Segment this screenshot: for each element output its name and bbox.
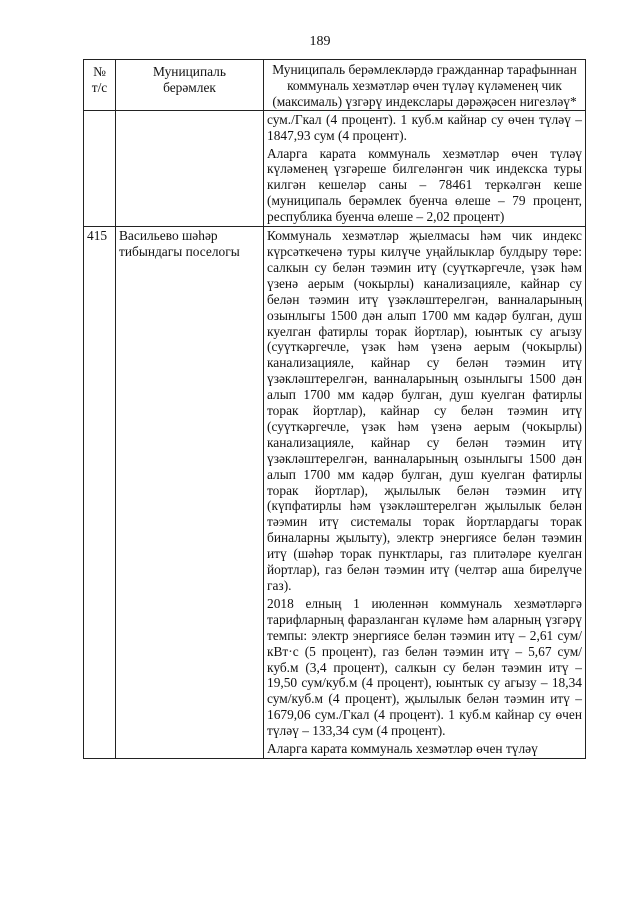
cell-municipality: Васильево шәһәр тибындагы поселогы	[116, 227, 264, 759]
table-row	[84, 227, 586, 759]
cell-number-empty	[84, 110, 116, 226]
page-number: 189	[309, 34, 331, 49]
table-row	[84, 110, 586, 226]
tariff-table	[83, 59, 586, 759]
header-number: № т/с	[84, 60, 116, 111]
paragraph: Аларга карата коммуналь хезмәтләр өчен түләү	[267, 741, 538, 757]
paragraph: 2018 елның 1 июленнән коммуналь хезмәтләргә тарифларның фаразланган күләме һәм аларның үзгәрү темпы: электр энергиясе белән тәэмин итү – 2,61 сум/кВт·с (5 процент), газ белән тәэмин итү – 5,67 сум/куб.м (3,4 процент), салкын су белән тәэмин итү – 19,50 сум/куб.м (4 процент), юынтык су агызу – 18,34 сум/куб.м (4 процент), җылылык белән тәэмин итү – 1679,06 сум./Гкал (4 процент). 1 куб.м кайнар су өчен түләү – 133,34 сум (4 процент).	[267, 595, 582, 739]
paragraph: сум./Гкал (4 процент). 1 куб.м кайнар су өчен түләү – 1847,93 сум (4 процент).	[267, 111, 582, 143]
cell-number: 415	[84, 227, 116, 759]
cell-municipality-empty	[116, 110, 264, 226]
cell-justification	[264, 110, 586, 226]
table-header-row	[84, 60, 586, 111]
header-municipality: Муниципаль берәмлек	[116, 60, 264, 111]
paragraph: Коммуналь хезмәтләр җыелмасы һәм чик индекс күрсәткеченә туры килүче уңайлыклар булдыру төре: салкын су белән тәэмин итү (суүткәргечле, үзәк һәм үзенә аерым (чокырлы) канализацияле, кайнар су белән тәэмин итү үзәкләштерелгән, ванналарының озынлыгы 1500 дән алып 1700 мм кадәр булган, душ куелган фатирлы торак йортлар), юынтык су агызу (суүткәргечле, үзәк һәм үзенә аерым (чокырлы) канализацияле, кайнар су белән тәэмин итү үзәкләштерелгән, ванналарының озынлыгы 1500 дән алып 1700 мм кадәр булган, душ куелган фатирлы торак йортлар), кайнар су белән тәэмин итү (суүткәргечле, үзәк һәм үзенә аерым (чокырлы) канализацияле, кайнар су белән тәэмин итү үзәкләштерелгән, ванналарының озынлыгы 1500 дән алып 1700 мм кадәр булган, душ куелган фатирлы торак йортлар), җылылык белән тәэмин итү (күпфатирлы һәм үзәкләштерелгән җылылык белән тәэмин итү системалы торак йортлардагы торак биналарны җылыту), электр энергиясе белән тәэмин итү (шәһәр торак пунктлары, газ плитәләре куелган йортлар), газ белән тәэмин итү (челтәр аша бирелүче газ).	[267, 228, 582, 593]
paragraph: Аларга карата коммуналь хезмәтләр өчен түләү күләменең үзгәреше билгеләнгән чик индекска туры килгән кешеләр саны – 78461 теркәлгән кеше (муниципаль берәмлек буенча өлеше – 79 процент, республика буенча өлеше – 2,02 процент)	[267, 145, 582, 225]
header-justification: Муниципаль берәмлекләрдә гражданнар тарафыннан коммуналь хезмәтләр өчен түләү күләменең чик (максималь) үзгәрү индекслары дәрәҗәсен нигезләү*	[264, 60, 586, 111]
cell-justification	[264, 227, 586, 759]
